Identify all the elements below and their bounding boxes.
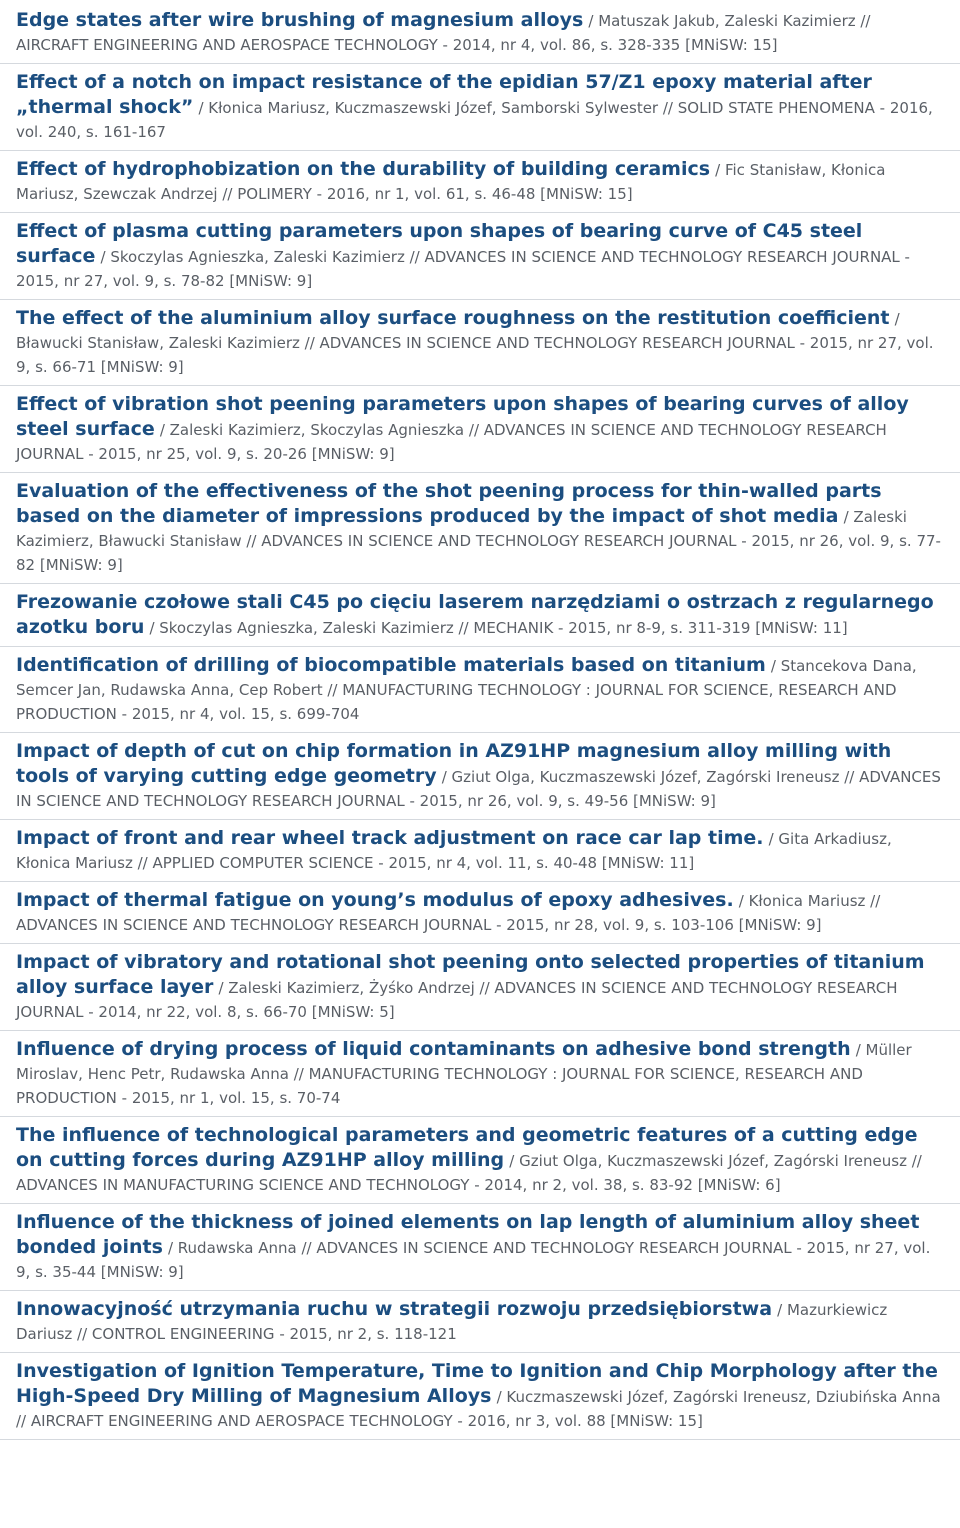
publication-entry	[0, 1204, 960, 1291]
publication-details: / Skoczylas Agnieszka, Zaleski Kazimierz // MECHANIK - 2015, nr 8-9, s. 311-319 [MNiSW: 11]	[149, 619, 848, 637]
publication-title[interactable]: Impact of vibratory and rotational shot peening onto selected properties of titanium alloy surface layer	[16, 951, 925, 998]
publication-details: / Kuczmaszewski Józef, Zagórski Ireneusz, Dziubińska Anna // AIRCRAFT ENGINEERING AND AEROSPACE TECHNOLOGY - 2016, nr 3, vol. 88 [MNiSW: 15]	[16, 1388, 941, 1430]
publication-entry	[0, 820, 960, 882]
publication-details: / Rudawska Anna // ADVANCES IN SCIENCE AND TECHNOLOGY RESEARCH JOURNAL - 2015, nr 27, vol. 9, s. 35-44 [MNiSW: 9]	[16, 1239, 931, 1281]
publication-title[interactable]: Identification of drilling of biocompatible materials based on titanium	[16, 654, 766, 676]
publication-title[interactable]: Effect of plasma cutting parameters upon shapes of bearing curve of C45 steel surface	[16, 220, 863, 267]
publication-entry	[0, 882, 960, 944]
publication-details: / Gita Arkadiusz, Kłonica Mariusz // APPLIED COMPUTER SCIENCE - 2015, nr 4, vol. 11, s. 40-48 [MNiSW: 11]	[16, 830, 892, 872]
publication-title[interactable]: Edge states after wire brushing of magnesium alloys	[16, 9, 584, 31]
publication-title[interactable]: Influence of the thickness of joined elements on lap length of aluminium alloy sheet bonded joints	[16, 1211, 920, 1258]
publication-title[interactable]: Effect of a notch on impact resistance of the epidian 57/Z1 epoxy material after „thermal shock”	[16, 71, 872, 118]
publication-title[interactable]: Impact of thermal fatigue on young’s modulus of epoxy adhesives.	[16, 889, 734, 911]
publication-details: / Zaleski Kazimierz, Bławucki Stanisław // ADVANCES IN SCIENCE AND TECHNOLOGY RESEARCH JOURNAL - 2015, nr 26, vol. 9, s. 77-82 [MNiSW: 9]	[16, 508, 941, 574]
publication-details: / Müller Miroslav, Henc Petr, Rudawska Anna // MANUFACTURING TECHNOLOGY : JOURNAL FOR SCIENCE, RESEARCH AND PRODUCTION - 2015, nr 1, vol. 15, s. 70-74	[16, 1041, 912, 1107]
publication-entry	[0, 151, 960, 213]
publication-title[interactable]: Frezowanie czołowe stali C45 po cięciu laserem narzędziami o ostrzach z regularnego azotku boru	[16, 591, 934, 638]
publication-title[interactable]: Effect of hydrophobization on the durability of building ceramics	[16, 158, 711, 180]
publication-entry	[0, 944, 960, 1031]
publication-details: / Mazurkiewicz Dariusz // CONTROL ENGINEERING - 2015, nr 2, s. 118-121	[16, 1301, 888, 1343]
publication-details: / Kłonica Mariusz // ADVANCES IN SCIENCE AND TECHNOLOGY RESEARCH JOURNAL - 2015, nr 28, vol. 9, s. 103-106 [MNiSW: 9]	[16, 892, 881, 934]
publication-entry	[0, 647, 960, 733]
publication-details: / Skoczylas Agnieszka, Zaleski Kazimierz // ADVANCES IN SCIENCE AND TECHNOLOGY RESEARCH JOURNAL - 2015, nr 27, vol. 9, s. 78-82 [MNiSW: 9]	[16, 248, 910, 290]
publication-title[interactable]: Innowacyjność utrzymania ruchu w strategii rozwoju przedsiębiorstwa	[16, 1298, 773, 1320]
publication-details: / Bławucki Stanisław, Zaleski Kazimierz // ADVANCES IN SCIENCE AND TECHNOLOGY RESEARCH JOURNAL - 2015, nr 27, vol. 9, s. 66-71 [MNiSW: 9]	[16, 310, 934, 376]
publication-title[interactable]: Evaluation of the effectiveness of the shot peening process for thin-walled parts based on the diameter of impressions produced by the impact of shot media	[16, 480, 882, 527]
publication-title[interactable]: Impact of depth of cut on chip formation in AZ91HP magnesium alloy milling with tools of varying cutting edge geometry	[16, 740, 892, 787]
publication-entry	[0, 2, 960, 64]
publication-entry	[0, 1117, 960, 1204]
publication-details: / Gziut Olga, Kuczmaszewski Józef, Zagórski Ireneusz // ADVANCES IN MANUFACTURING SCIENCE AND TECHNOLOGY - 2014, nr 2, vol. 38, s. 83-92 [MNiSW: 6]	[16, 1152, 922, 1194]
publication-title[interactable]: The effect of the aluminium alloy surface roughness on the restitution coefficient	[16, 307, 890, 329]
publication-details: / Kłonica Mariusz, Kuczmaszewski Józef, Samborski Sylwester // SOLID STATE PHENOMENA - 2016, vol. 240, s. 161-167	[16, 99, 933, 141]
publication-details: / Fic Stanisław, Kłonica Mariusz, Szewczak Andrzej // POLIMERY - 2016, nr 1, vol. 61, s. 46-48 [MNiSW: 15]	[16, 161, 886, 203]
publication-details: / Zaleski Kazimierz, Skoczylas Agnieszka // ADVANCES IN SCIENCE AND TECHNOLOGY RESEARCH JOURNAL - 2015, nr 25, vol. 9, s. 20-26 [MNiSW: 9]	[16, 421, 887, 463]
publication-details: / Zaleski Kazimierz, Żyśko Andrzej // ADVANCES IN SCIENCE AND TECHNOLOGY RESEARCH JOURNAL - 2014, nr 22, vol. 8, s. 66-70 [MNiSW: 5]	[16, 979, 898, 1021]
publication-entry	[0, 1291, 960, 1353]
publication-entry	[0, 473, 960, 584]
publication-details: / Gziut Olga, Kuczmaszewski Józef, Zagórski Ireneusz // ADVANCES IN SCIENCE AND TECHNOLOGY RESEARCH JOURNAL - 2015, nr 26, vol. 9, s. 49-56 [MNiSW: 9]	[16, 768, 941, 810]
publication-details: / Stancekova Dana, Semcer Jan, Rudawska Anna, Cep Robert // MANUFACTURING TECHNOLOGY : JOURNAL FOR SCIENCE, RESEARCH AND PRODUCTION - 2015, nr 4, vol. 15, s. 699-704	[16, 657, 917, 723]
publication-entry	[0, 213, 960, 300]
publication-entry	[0, 1353, 960, 1440]
publication-title[interactable]: Impact of front and rear wheel track adjustment on race car lap time.	[16, 827, 764, 849]
publication-entry	[0, 300, 960, 386]
publication-entry	[0, 584, 960, 647]
publication-title[interactable]: Effect of vibration shot peening parameters upon shapes of bearing curves of alloy steel surface	[16, 393, 909, 440]
publication-details: / Matuszak Jakub, Zaleski Kazimierz // AIRCRAFT ENGINEERING AND AEROSPACE TECHNOLOGY - 2014, nr 4, vol. 86, s. 328-335 [MNiSW: 15]	[16, 12, 871, 54]
publication-title[interactable]: Influence of drying process of liquid contaminants on adhesive bond strength	[16, 1038, 851, 1060]
publication-entry	[0, 64, 960, 151]
publication-entry	[0, 386, 960, 473]
publication-entry	[0, 1031, 960, 1117]
publication-title[interactable]: The influence of technological parameters and geometric features of a cutting edge on cutting forces during AZ91HP alloy milling	[16, 1124, 918, 1171]
publication-title[interactable]: Investigation of Ignition Temperature, Time to Ignition and Chip Morphology after the High-Speed Dry Milling of Magnesium Alloys	[16, 1360, 938, 1407]
publication-entry	[0, 733, 960, 820]
